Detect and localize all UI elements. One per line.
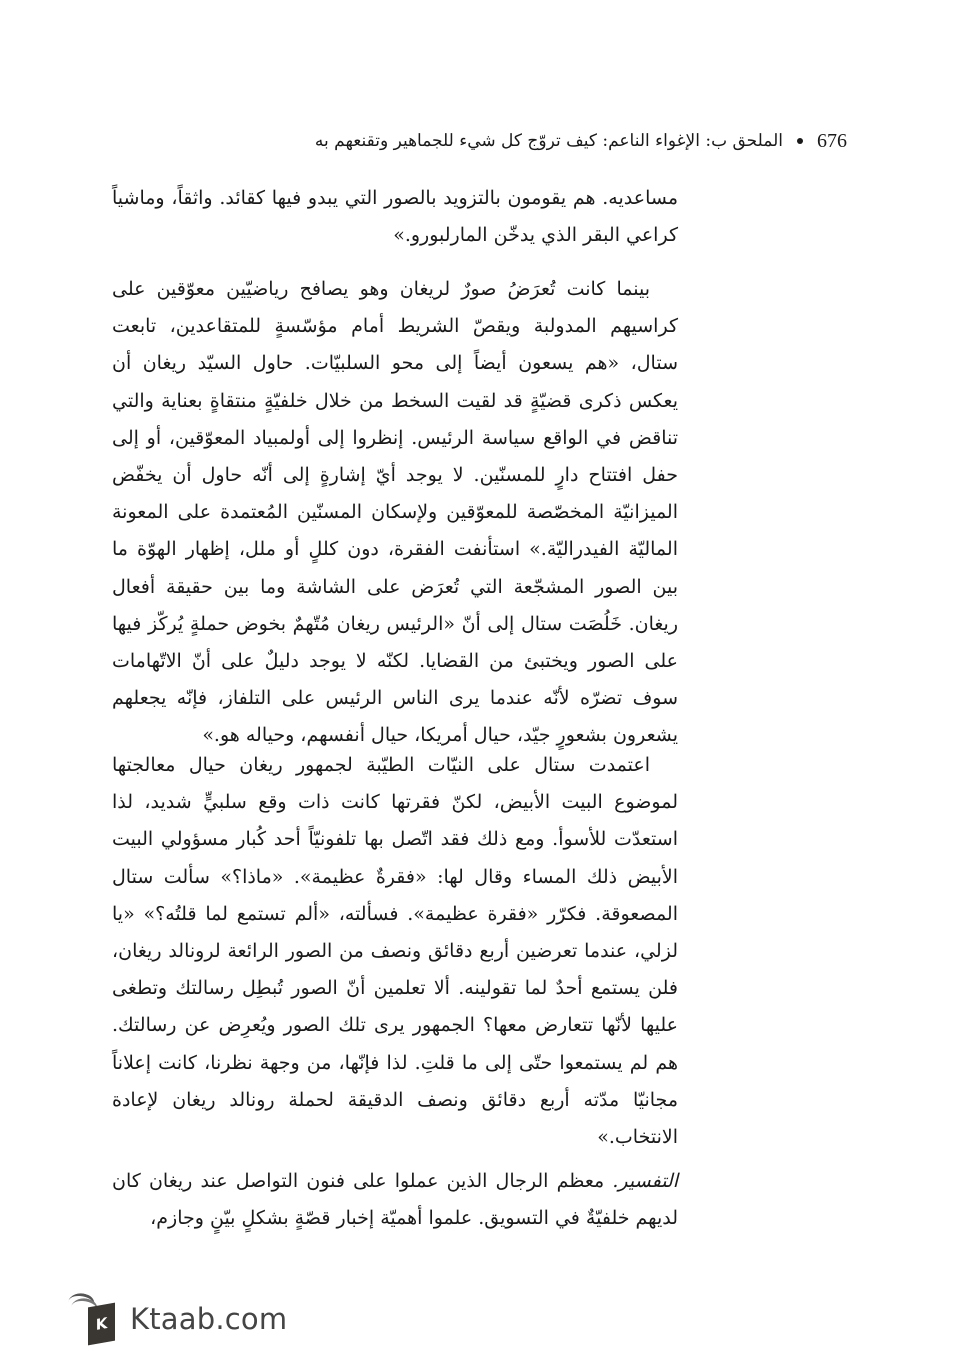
interpretation-paragraph [112,1163,678,1237]
logo-letter: K [88,1303,115,1346]
ktaab-logo[interactable] [68,1291,287,1346]
interpretation-label: التفسير. [612,1170,678,1192]
paragraph-white-house-call [112,747,678,1156]
running-title: الملحق ب: الإغواء الناعم: كيف تروّج كل شيء للجماهير وتقنعهم به [314,131,783,151]
book-icon [68,1291,118,1346]
paragraph-text: مساعديه. هم يقومون بالتزويد بالصور التي يبدو فيها كقائد. واثقاً، وماشياً كراعي البقر الذي يدخّن المارلبورو.» [112,187,678,247]
paragraph-text: اعتمدت ستال على النيّات الطيّبة لجمهور ريغان حيال معالجتها لموضوع البيت الأبيض، لكنّ فقرتها كانت ذات وقع سلبيٍّ شديد، لذا استعدّت للأسوأ. ومع ذلك فقد اتّصل بها تلفونيّاً أحد كُبار مسؤولي البيت الأبيض ذلك المساء وقال لها: «فقرةٌ عظيمة». «ماذا؟» سألت ستال المصعوقة. فكرّر «فقرة عظيمة». فسألته، «ألم تستمع لما قلتُه؟» «يا لزلي، عندما تعرضين أربع دقائق ونصف من الصور الرائعة لرونالد ريغان، فلن يستمع أحدٌ لما تقولينه. ألا تعلمين أنّ الصور تُبطِل رسالتك وتطغى عليها لأنّها تتعارض معها؟ الجمهور يرى تلك الصور ويُعرِض عن رسالتك. هم لم يستمعوا حتّى إلى ما قلتِ. لذا فإنّها، من وجهة نظرنا، كانت إعلاناً مجانيّا مدّته أربع دقائق ونصف الدقيقة لحملة رونالد ريغان لإعادة الانتخاب.» [112,754,678,1149]
paragraph-text: بينما كانت تُعرَضُ صورٌ لريغان وهو يصافح رياضيّين معوّقين على كراسيهم المدولبة ويقصّ الشريط أمام مؤسّسةٍ للمتقاعدين، تابعت ستال، «هم يسعون أيضاً إلى محو السلبيّات. حاول السيّد ريغان أن يعكس ذكرى قضيّةٍ قد لقيت السخط من خلال خلفيّةٍ منتقاةٍ بعناية والتي تناقض في الواقع سياسة الرئيس. إنظروا إلى أولمبياد المعوّقين، أو إلى حفل افتتاح دارٍ للمسنّين. لا يوجد أيّ إشارةٍ إلى أنّه حاول أن يخفّض الميزانيّة المخصّصة للمعوّقين ولإسكان المسنّين المُعتمدة على المعونة الماليّة الفيدراليّة.» استأنفت الفقرة، دون كللٍ أو ملل، إظهار الهوّة ما بين الصور المشجّعة التي تُعرَض على الشاشة وما بين حقيقة أفعال ريغان. خَلُصَت ستال إلى أنّ «الرئيس ريغان مُتّهمٌ بخوض حملةٍ يُركّز فيها على الصور ويختبئ من القضايا. لكنّه لا يوجد دليلٌ على أنّ الاتّهامات سوف تضرّه لأنّه عندما يرى الناس الرئيس على التلفاز، فإنّه يجعلهم يشعرون بشعورٍ جيّد، حيال أمريكا، حيال أنفسهم، وحياله هو.» [112,278,678,747]
paragraph-stahl-report [112,271,678,755]
logo-text: Ktaab.com [130,1301,288,1336]
page-number: 676 [817,129,847,152]
paragraph-continuation [112,180,678,254]
paragraph-interpretation [112,1163,678,1237]
bullet-separator [797,138,803,144]
page-header [280,124,847,158]
paragraph-text: معظم الرجال الذين عملوا على فنون التواصل عند ريغان كان لديهم خلفيّةٌ في التسويق. علموا أهميّة إخبار قصّةٍ بشكلٍ بيّنٍ وجازم، [112,1170,678,1230]
